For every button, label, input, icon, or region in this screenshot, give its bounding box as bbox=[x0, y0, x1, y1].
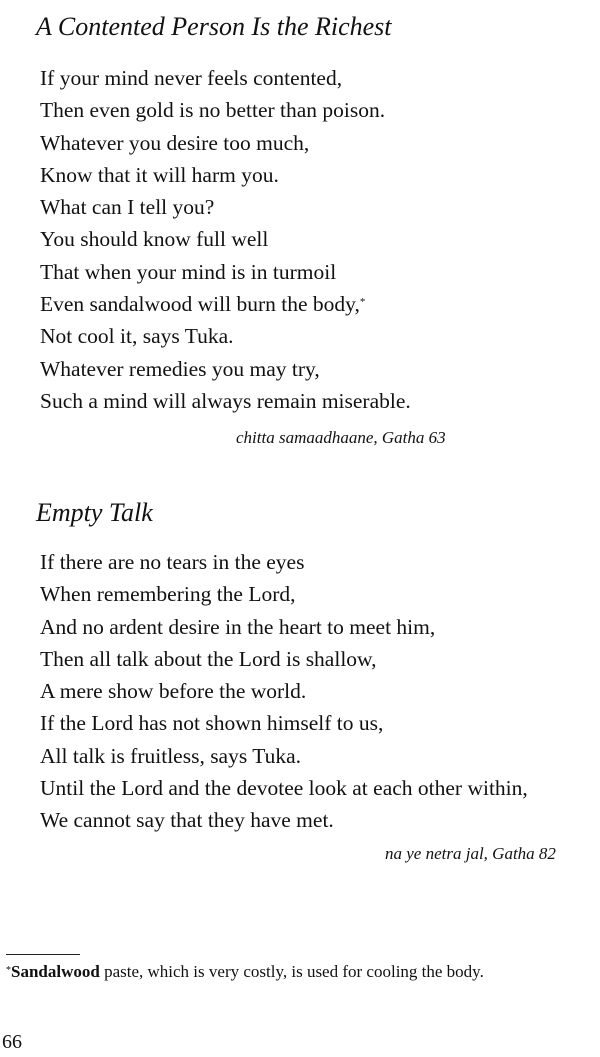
footnote-rule bbox=[6, 954, 80, 955]
poem-line: Such a mind will always remain miserable. bbox=[40, 388, 411, 413]
poem-line: That when your mind is in turmoil bbox=[40, 259, 337, 284]
poem-line: Not cool it, says Tuka. bbox=[40, 324, 234, 349]
poem-line: Whatever remedies you may try, bbox=[40, 356, 320, 381]
poem-lines bbox=[40, 546, 528, 837]
footnote-marker: * bbox=[6, 965, 11, 976]
footnote-text: paste, which is very costly, is used for cooling the body. bbox=[99, 962, 484, 981]
poem-line: You should know full well bbox=[40, 227, 269, 252]
footnote-term: Sandalwood bbox=[11, 962, 100, 981]
poem-line: We cannot say that they have met. bbox=[40, 808, 334, 833]
poem-line: All talk is fruitless, says Tuka. bbox=[40, 743, 302, 768]
poem-title: A Contented Person Is the Richest bbox=[36, 12, 392, 41]
poem-line: If the Lord has not shown himself to us, bbox=[40, 711, 384, 736]
poem-line-with-footnote bbox=[40, 288, 411, 320]
poem-line: A mere show before the world. bbox=[40, 679, 307, 704]
poem-lines bbox=[40, 62, 411, 417]
poem-line: When remembering the Lord, bbox=[40, 582, 296, 607]
poem-source: na ye netra jal, Gatha 82 bbox=[385, 844, 556, 863]
poem-line: If there are no tears in the eyes bbox=[40, 550, 305, 574]
poem-line: If your mind never feels contented, bbox=[40, 66, 343, 90]
poem-line: Then even gold is no better than poison. bbox=[40, 98, 386, 123]
poem-source: chitta samaadhaane, Gatha 63 bbox=[236, 428, 446, 447]
footnote bbox=[6, 961, 484, 983]
poem-line: Whatever you desire too much, bbox=[40, 130, 310, 155]
poem-line: Know that it will harm you. bbox=[40, 162, 279, 187]
poem-title: Empty Talk bbox=[36, 498, 153, 527]
poem-line-text: Even sandalwood will burn the body, bbox=[40, 292, 360, 317]
poem-line: What can I tell you? bbox=[40, 195, 215, 220]
footnote-marker: * bbox=[359, 296, 366, 309]
poem-line: Then all talk about the Lord is shallow, bbox=[40, 646, 377, 671]
page-number: 66 bbox=[2, 1031, 22, 1053]
poem-line: Until the Lord and the devotee look at each other within, bbox=[40, 776, 528, 801]
poem-line: And no ardent desire in the heart to meet him, bbox=[40, 614, 436, 639]
